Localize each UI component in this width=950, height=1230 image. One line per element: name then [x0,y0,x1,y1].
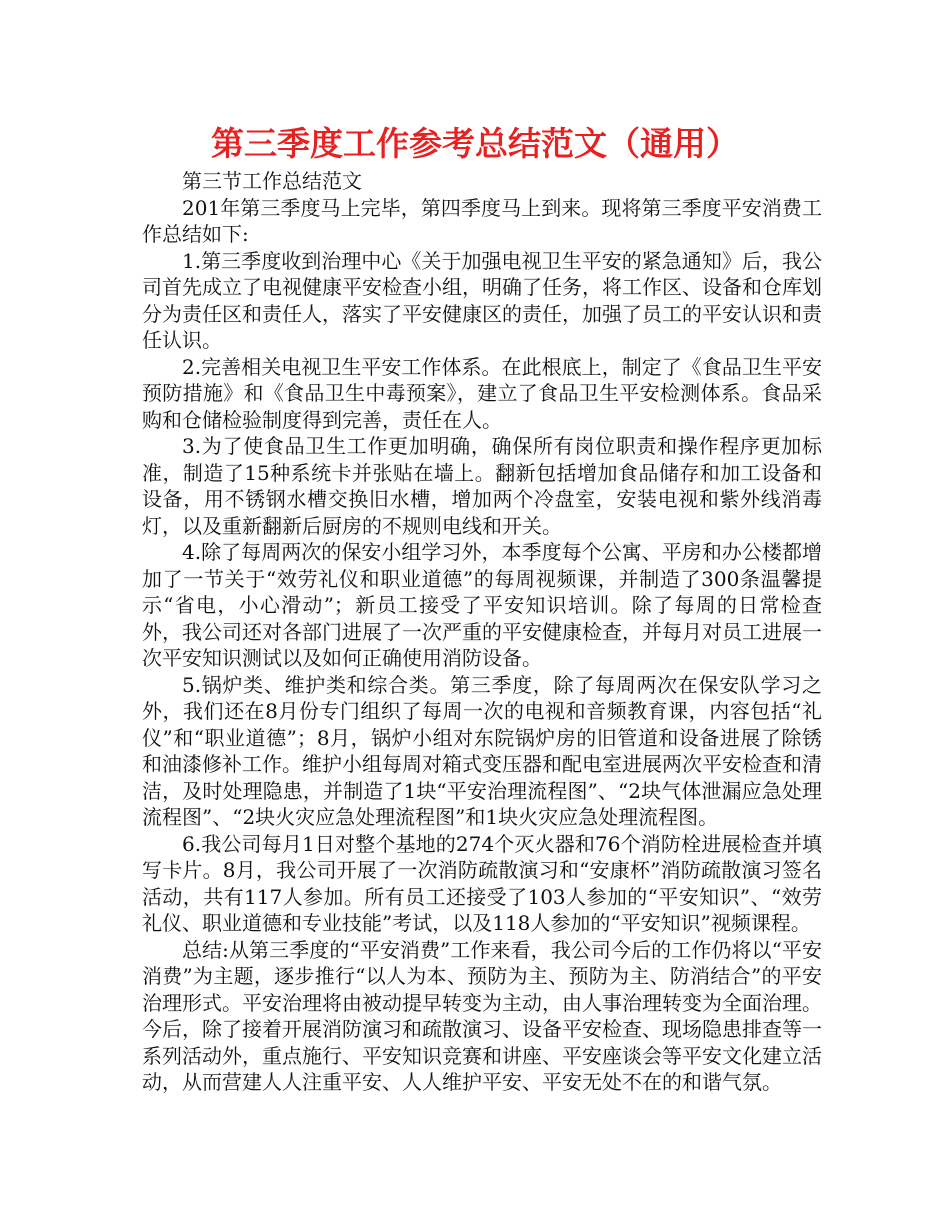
paragraph-item-6: 6.我公司每月1日对整个基地的274个灭火器和76个消防栓进展检查并填写卡片。8月，我公司开展了一次消防疏散演习和“安康杯”消防疏散演习签名活动，共有117人参加。所有员工还接受了103人参加的“平安知识”、“效劳礼仪、职业道德和专业技能”考试，以及118人参加的“平安知识”视频课程。 [142,831,822,935]
summary-paragraph: 总结:从第三季度的“平安消费”工作来看，我公司今后的工作仍将以“平安消费”为主题，逐步推行“以人为本、预防为主、预防为主、防消结合”的平安治理形式。平安治理将由被动提早转变为主动，由人事治理转变为全面治理。今后，除了接着开展消防演习和疏散演习、设备平安检查、现场隐患排查等一系列活动外，重点施行、平安知识竞赛和讲座、平安座谈会等平安文化建立活动，从而营建人人注重平安、人人维护平安、平安无处不在的和谐气氛。 [142,937,822,1094]
paragraph-item-1: 1.第三季度收到治理中心《关于加强电视卫生平安的紧急通知》后，我公司首先成立了电视健康平安检查小组，明确了任务，将工作区、设备和仓库划分为责任区和责任人，落实了平安健康区的责任，加强了员工的平安认识和责任认识。 [142,248,822,352]
paragraph-item-5: 5.锅炉类、维护类和综合类。第三季度，除了每周两次在保安队学习之外，我们还在8月份专门组织了每周一次的电视和音频教育课，内容包括“礼仪”和“职业道德”；8月，锅炉小组对东院锅炉房的旧管道和设备进展了除锈和油漆修补工作。维护小组每周对箱式变压器和配电室进展两次平安检查和清洁，及时处理隐患，并制造了1块“平安治理流程图”、“2块气体泄漏应急处理流程图”、“2块火灾应急处理流程图”和1块火灾应急处理流程图。 [142,672,822,829]
paragraph-item-4: 4.除了每周两次的保安小组学习外，本季度每个公寓、平房和办公楼都增加了一节关于“效劳礼仪和职业道德”的每周视频课，并制造了300条温馨提示“省电，小心滑动”；新员工接受了平安知识培训。除了每周的日常检查外，我公司还对各部门进展了一次严重的平安健康检查，并每月对员工进展一次平安知识测试以及如何正确使用消防设备。 [142,540,822,670]
document-title: 第三季度工作参考总结范文（通用） [211,124,739,163]
intro-paragraph: 201年第三季度马上完毕，第四季度马上到来。现将第三季度平安消费工作总结如下: [142,195,822,246]
paragraph-item-3: 3.为了使食品卫生工作更加明确，确保所有岗位职责和操作程序更加标准，制造了15种系统卡并张贴在墙上。翻新包括增加食品储存和加工设备和设备，用不锈钢水槽交换旧水槽，增加两个冷盘室，安装电视和紫外线消毒灯，以及重新翻新后厨房的不规则电线和开关。 [142,434,822,538]
section-heading: 第三节工作总结范文 [182,169,362,193]
paragraph-item-2: 2.完善相关电视卫生平安工作体系。在此根底上，制定了《食品卫生平安预防措施》和《食品卫生中毒预案》，建立了食品卫生平安检测体系。食品采购和仓储检验制度得到完善，责任在人。 [142,354,822,432]
document-body [142,168,822,1096]
